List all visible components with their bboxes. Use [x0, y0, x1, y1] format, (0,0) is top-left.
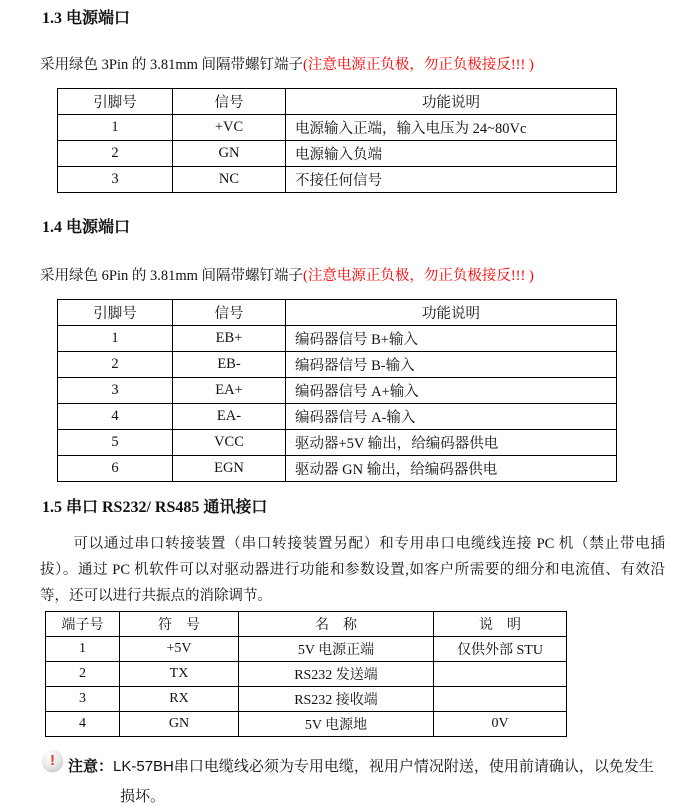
table-cell: 6: [58, 456, 173, 482]
table-cell: 不接任何信号: [286, 167, 617, 193]
section-1-3-heading: 1.3 电源端口: [42, 10, 131, 27]
caution-text: LK-57BH串口电缆线必须为专用电缆，视用户情况附送，使用前请确认，以免发生损坏。: [113, 758, 654, 805]
table-header-cell: 引脚号: [58, 300, 173, 326]
table-cell: GN: [173, 141, 286, 167]
caution-note-body: [68, 752, 665, 812]
caution-label: 注意：: [68, 758, 114, 775]
table-header-cell: 功能说明: [286, 89, 617, 115]
table-header-cell: 名 称: [239, 612, 434, 637]
table-cell: RS232 发送端: [239, 662, 434, 687]
table-header-cell: 信号: [173, 300, 286, 326]
table-cell: [434, 687, 567, 712]
table-cell: 4: [46, 712, 120, 737]
table-cell: 编码器信号 A+输入: [286, 378, 617, 404]
section-1-4-intro: [40, 267, 665, 286]
table-cell: 4: [58, 404, 173, 430]
table-cell: EB+: [173, 326, 286, 352]
table-cell: 3: [58, 167, 173, 193]
table-cell: 3: [58, 378, 173, 404]
table-cell: 电源输入负端: [286, 141, 617, 167]
table-header-cell: 说 明: [434, 612, 567, 637]
table-row: [58, 404, 617, 430]
table-header-cell: 符 号: [120, 612, 239, 637]
table-cell: 1: [46, 637, 120, 662]
table-header-row: [58, 300, 617, 326]
table-row: [46, 687, 567, 712]
section-1-5-heading: 1.5 串口 RS232/ RS485 通讯接口: [42, 499, 268, 516]
table-row: [58, 430, 617, 456]
table-row: [46, 712, 567, 737]
table-cell: EB-: [173, 352, 286, 378]
table-header-cell: 引脚号: [58, 89, 173, 115]
table-cell: [434, 662, 567, 687]
table-cell: 驱动器+5V 输出，给编码器供电: [286, 430, 617, 456]
table-cell: 2: [58, 141, 173, 167]
table-header-cell: 功能说明: [286, 300, 617, 326]
table-cell: 5: [58, 430, 173, 456]
section-1-3-intro: [40, 56, 665, 75]
table-cell: 编码器信号 B-输入: [286, 352, 617, 378]
table-cell: +5V: [120, 637, 239, 662]
polarity-warning-text: (注意电源正负极，勿正负极接反!!! ): [303, 57, 534, 73]
table-cell: EA-: [173, 404, 286, 430]
table-row: [58, 115, 617, 141]
table-row: [58, 378, 617, 404]
table-row: [58, 326, 617, 352]
table-cell: TX: [120, 662, 239, 687]
caution-note: [40, 750, 665, 812]
table-cell: 0V: [434, 712, 567, 737]
table-cell: GN: [120, 712, 239, 737]
table-cell: 电源输入正端，输入电压为 24~80Vc: [286, 115, 617, 141]
table-cell: RX: [120, 687, 239, 712]
table-row: [58, 352, 617, 378]
section-1-5: [40, 497, 665, 737]
table-header-row: [58, 89, 617, 115]
power-terminal-3pin-table: [57, 88, 617, 193]
table-cell: 5V 电源正端: [239, 637, 434, 662]
table-header-cell: 端子号: [46, 612, 120, 637]
table-header-cell: 信号: [173, 89, 286, 115]
table-cell: 2: [58, 352, 173, 378]
encoder-terminal-6pin-table: [57, 299, 617, 482]
intro-text: 采用绿色 6Pin 的 3.81mm 间隔带螺钉端子: [40, 268, 304, 284]
table-row: [58, 141, 617, 167]
section-1-4-heading: 1.4 电源端口: [42, 219, 131, 236]
table-header-row: [46, 612, 567, 637]
intro-text: 采用绿色 3Pin 的 3.81mm 间隔带螺钉端子: [40, 57, 304, 73]
table-cell: 编码器信号 B+输入: [286, 326, 617, 352]
table-row: [46, 637, 567, 662]
serial-port-table: [45, 611, 567, 737]
table-cell: 驱动器 GN 输出，给编码器供电: [286, 456, 617, 482]
warning-exclamation-icon: !: [42, 750, 63, 771]
table-cell: 5V 电源地: [239, 712, 434, 737]
table-cell: EGN: [173, 456, 286, 482]
table-row: [46, 662, 567, 687]
table-cell: 2: [46, 662, 120, 687]
polarity-warning-text: (注意电源正负极，勿正负极接反!!! ): [303, 268, 534, 284]
table-cell: NC: [173, 167, 286, 193]
section-1-4: [40, 217, 665, 482]
table-cell: VCC: [173, 430, 286, 456]
table-cell: 仅供外部 STU: [434, 637, 567, 662]
table-cell: EA+: [173, 378, 286, 404]
table-cell: +VC: [173, 115, 286, 141]
table-row: [58, 167, 617, 193]
table-cell: 编码器信号 A-输入: [286, 404, 617, 430]
table-cell: 3: [46, 687, 120, 712]
table-cell: 1: [58, 326, 173, 352]
table-row: [58, 456, 617, 482]
table-cell: 1: [58, 115, 173, 141]
table-cell: RS232 接收端: [239, 687, 434, 712]
section-1-5-paragraph: 可以通过串口转接装置（串口转接装置另配）和专用串口电缆线连接 PC 机（禁止带电插拔）。通过 PC 机软件可以对驱动器进行功能和参数设置,如客户所需要的细分和电流值、有效沿等，还可以进行共振点的消除调节。: [40, 536, 665, 604]
section-1-3: [40, 8, 665, 193]
